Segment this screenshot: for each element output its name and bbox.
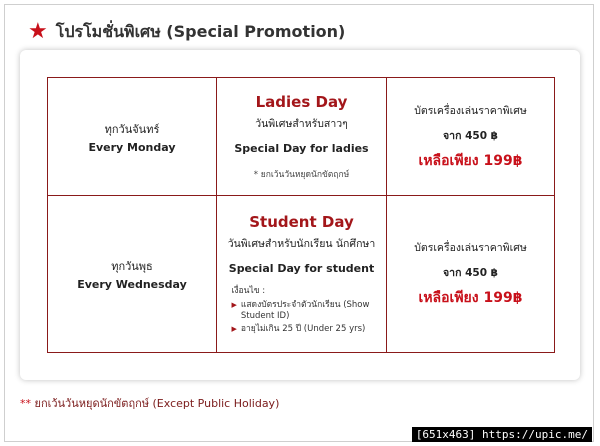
condition-item xyxy=(232,300,372,322)
promo-price: เหลือเพียง 199฿ xyxy=(418,152,523,169)
condition-text: อายุไม่เกิน 25 ปี (Under 25 yrs) xyxy=(240,324,366,334)
price-label: บัตรเครื่องเล่นราคาพิเศษ xyxy=(414,242,527,254)
price-cell-wednesday xyxy=(387,196,554,352)
heading-text: โปรโมชั่นพิเศษ (Special Promotion) xyxy=(55,21,346,41)
day-english: Every Wednesday xyxy=(77,278,187,291)
section-heading xyxy=(28,20,345,44)
promo-cell-student xyxy=(217,196,387,352)
day-cell-wednesday xyxy=(48,196,217,352)
watermark[interactable]: [651x463] https://upic.me/ xyxy=(412,427,592,442)
promo-cell-ladies xyxy=(217,78,387,196)
footnote-marker: ** xyxy=(20,397,31,410)
promo-title: Student Day xyxy=(249,213,354,231)
promo-subtitle-english: Special Day for student xyxy=(228,262,375,275)
original-price: จาก 450 ฿ xyxy=(443,267,498,279)
original-price: จาก 450 ฿ xyxy=(443,129,498,142)
footnote xyxy=(20,394,279,412)
star-icon: ★ xyxy=(28,19,48,44)
conditions-block xyxy=(232,283,372,335)
triangle-bullet-icon: ▶ xyxy=(231,301,237,309)
triangle-bullet-icon: ▶ xyxy=(231,325,237,333)
price-label: บัตรเครื่องเล่นราคาพิเศษ xyxy=(414,104,527,117)
promo-note: * ยกเว้นวันหยุดนักขัตฤกษ์ xyxy=(253,169,350,180)
condition-item xyxy=(232,324,372,335)
promo-subtitle-thai: วันพิเศษสำหรับสาวๆ xyxy=(255,117,348,130)
conditions-label: เงื่อนไข : xyxy=(231,286,266,296)
day-english: Every Monday xyxy=(88,140,176,154)
promo-subtitle-thai: วันพิเศษสำหรับนักเรียน นักศึกษา xyxy=(227,238,376,250)
promotion-table xyxy=(47,77,555,353)
promo-title: Ladies Day xyxy=(255,92,348,111)
day-cell-monday xyxy=(48,78,217,196)
footnote-text: ยกเว้นวันหยุดนักขัตฤกษ์ (Except Public Holiday) xyxy=(34,397,280,410)
condition-text: แสดงบัตรประจำตัวนักเรียน (Show Student ID) xyxy=(240,300,370,321)
promo-price: เหลือเพียง 199฿ xyxy=(418,290,523,306)
day-thai: ทุกวันพุธ xyxy=(111,260,153,273)
promo-subtitle-english: Special Day for ladies xyxy=(234,141,369,155)
day-thai: ทุกวันจันทร์ xyxy=(104,122,160,136)
promotion-card xyxy=(20,50,580,380)
price-cell-monday xyxy=(387,78,554,196)
